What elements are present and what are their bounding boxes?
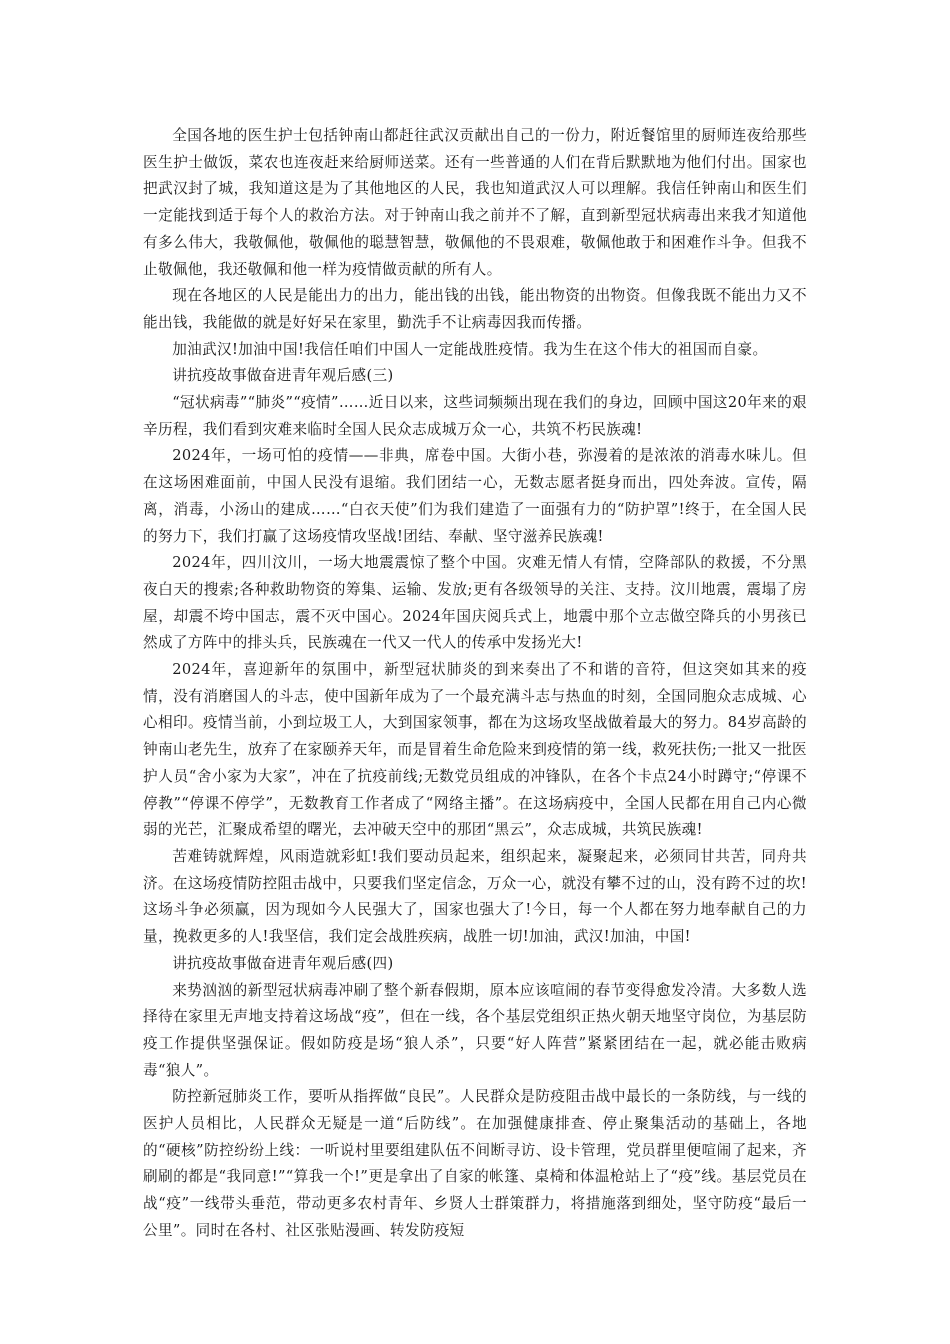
paragraph: 现在各地区的人民是能出力的出力，能出钱的出钱，能出物资的出物资。但像我既不能出力又不能出钱，我能做的就是好好呆在家里，勤洗手不让病毒因我而传播。 bbox=[143, 287, 807, 331]
paragraph: 来势汹汹的新型冠状病毒冲刷了整个新春假期，原本应该喧闹的春节变得愈发冷清。大多数人选择待在家里无声地支持着这场战“疫”，但在一线，各个基层党组织正热火朝天地坚守岗位，为基层防疫工作提供坚强保证。假如防疫是场“狼人杀”，只要“好人阵营”紧紧团结在一起，就必能击败病毒“狼人”。 bbox=[143, 981, 807, 1079]
section-heading: 讲抗疫故事做奋进青年观后感(三) bbox=[172, 367, 394, 385]
paragraph: 2024年，一场可怕的疫情——非典，席卷中国。大街小巷，弥漫着的是浓浓的消毒水味儿。但在这场困难面前，中国人民没有退缩。我们团结一心，无数志愿者挺身而出，四处奔波。宣传，隔离，消毒，小汤山的建成……“白衣天使”们为我们建造了一面强有力的“防护罩”!终于，在全国人民的努力下，我们打赢了这场疫情攻坚战!团结、奉献、坚守滋养民族魂! bbox=[143, 447, 807, 545]
paragraph: 全国各地的医生护士包括钟南山都赶往武汉贡献出自己的一份力，附近餐馆里的厨师连夜给那些医生护士做饭，菜农也连夜赶来给厨师送菜。还有一些普通的人们在背后默默地为他们付出。国家也把武汉封了城，我知道这是为了其他地区的人民，我也知道武汉人可以理解。我信任钟南山和医生们一定能找到适于每个人的救治方法。对于钟南山我之前并不了解，直到新型冠状病毒出来我才知道他有多么伟大，我敬佩他，敬佩他的聪慧智慧，敬佩他的不畏艰难，敬佩他敢于和困难作斗争。但我不止敬佩他，我还敬佩和他一样为疫情做贡献的所有人。 bbox=[143, 127, 807, 278]
paragraph: 加油武汉!加油中国!我信任咱们中国人一定能战胜疫情。我为生在这个伟大的祖国而自豪。 bbox=[172, 340, 768, 358]
paragraph: “冠状病毒”“肺炎”“疫情”……近日以来，这些词频频出现在我们的身边，回顾中国这20年来的艰辛历程，我们看到灾难来临时全国人民众志成城万众一心，共筑不朽民族魂! bbox=[143, 394, 807, 438]
section-heading: 讲抗疫故事做奋进青年观后感(四) bbox=[172, 954, 394, 972]
paragraph: 2024年，喜迎新年的氛围中，新型冠状肺炎的到来奏出了不和谐的音符，但这突如其来的疫情，没有消磨国人的斗志，使中国新年成为了一个最充满斗志与热血的时刻，全国同胞众志成城、心心相印。疫情当前，小到垃圾工人，大到国家领事，都在为这场攻坚战做着最大的努力。84岁高龄的钟南山老先生，放弃了在家颐养天年，而是冒着生命危险来到疫情的第一线，救死扶伤;一批又一批医护人员“舍小家为大家”，冲在了抗疫前线;无数党员组成的冲锋队，在各个卡点24小时蹲守;“停课不停教”“停课不停学”，无数教育工作者成了“网络主播”。在这场病疫中，全国人民都在用自己内心微弱的光芒，汇聚成希望的曙光，去冲破天空中的那团“黑云”，众志成城，共筑民族魂! bbox=[143, 661, 807, 839]
paragraph: 苦难铸就辉煌，风雨造就彩虹!我们要动员起来，组织起来，凝聚起来，必须同甘共苦，同舟共济。在这场疫情防控阻击战中，只要我们坚定信念，万众一心，就没有攀不过的山，没有跨不过的坎!这场斗争必须赢，因为现如今人民强大了，国家也强大了!今日，每一个人都在努力地奉献自己的力量，挽救更多的人!我坚信，我们定会战胜疾病，战胜一切!加油，武汉!加油，中国! bbox=[143, 847, 807, 946]
document-body bbox=[143, 123, 807, 1245]
paragraph: 2024年，四川汶川，一场大地震震惊了整个中国。灾难无情人有情，空降部队的救援，不分黑夜白天的搜索;各种救助物资的筹集、运输、发放;更有各级领导的关注、支持。汶川地震，震塌了房屋，却震不垮中国志，震不灭中国心。2024年国庆阅兵式上，地震中那个立志做空降兵的小男孩已然成了方阵中的排头兵，民族魂在一代又一代人的传承中发扬光大! bbox=[143, 554, 807, 652]
paragraph: 防控新冠肺炎工作，要听从指挥做“良民”。人民群众是防疫阻击战中最长的一条防线，与一线的医护人员相比，人民群众无疑是一道“后防线”。在加强健康排查、停止聚集活动的基础上，各地的“硬核”防控纷纷上线：一听说村里要组建队伍不间断寻访、设卡管理，党员群里便喧闹了起来，齐刷刷的都是“我同意!”“算我一个!”更是拿出了自家的帐篷、桌椅和体温枪站上了“疫”线。基层党员在战“疫”一线带头垂范，带动更多农村青年、乡贤人士群策群力，将措施落到细处，坚守防疫“最后一公里”。同时在各村、社区张贴漫画、转发防疫短 bbox=[143, 1088, 807, 1239]
